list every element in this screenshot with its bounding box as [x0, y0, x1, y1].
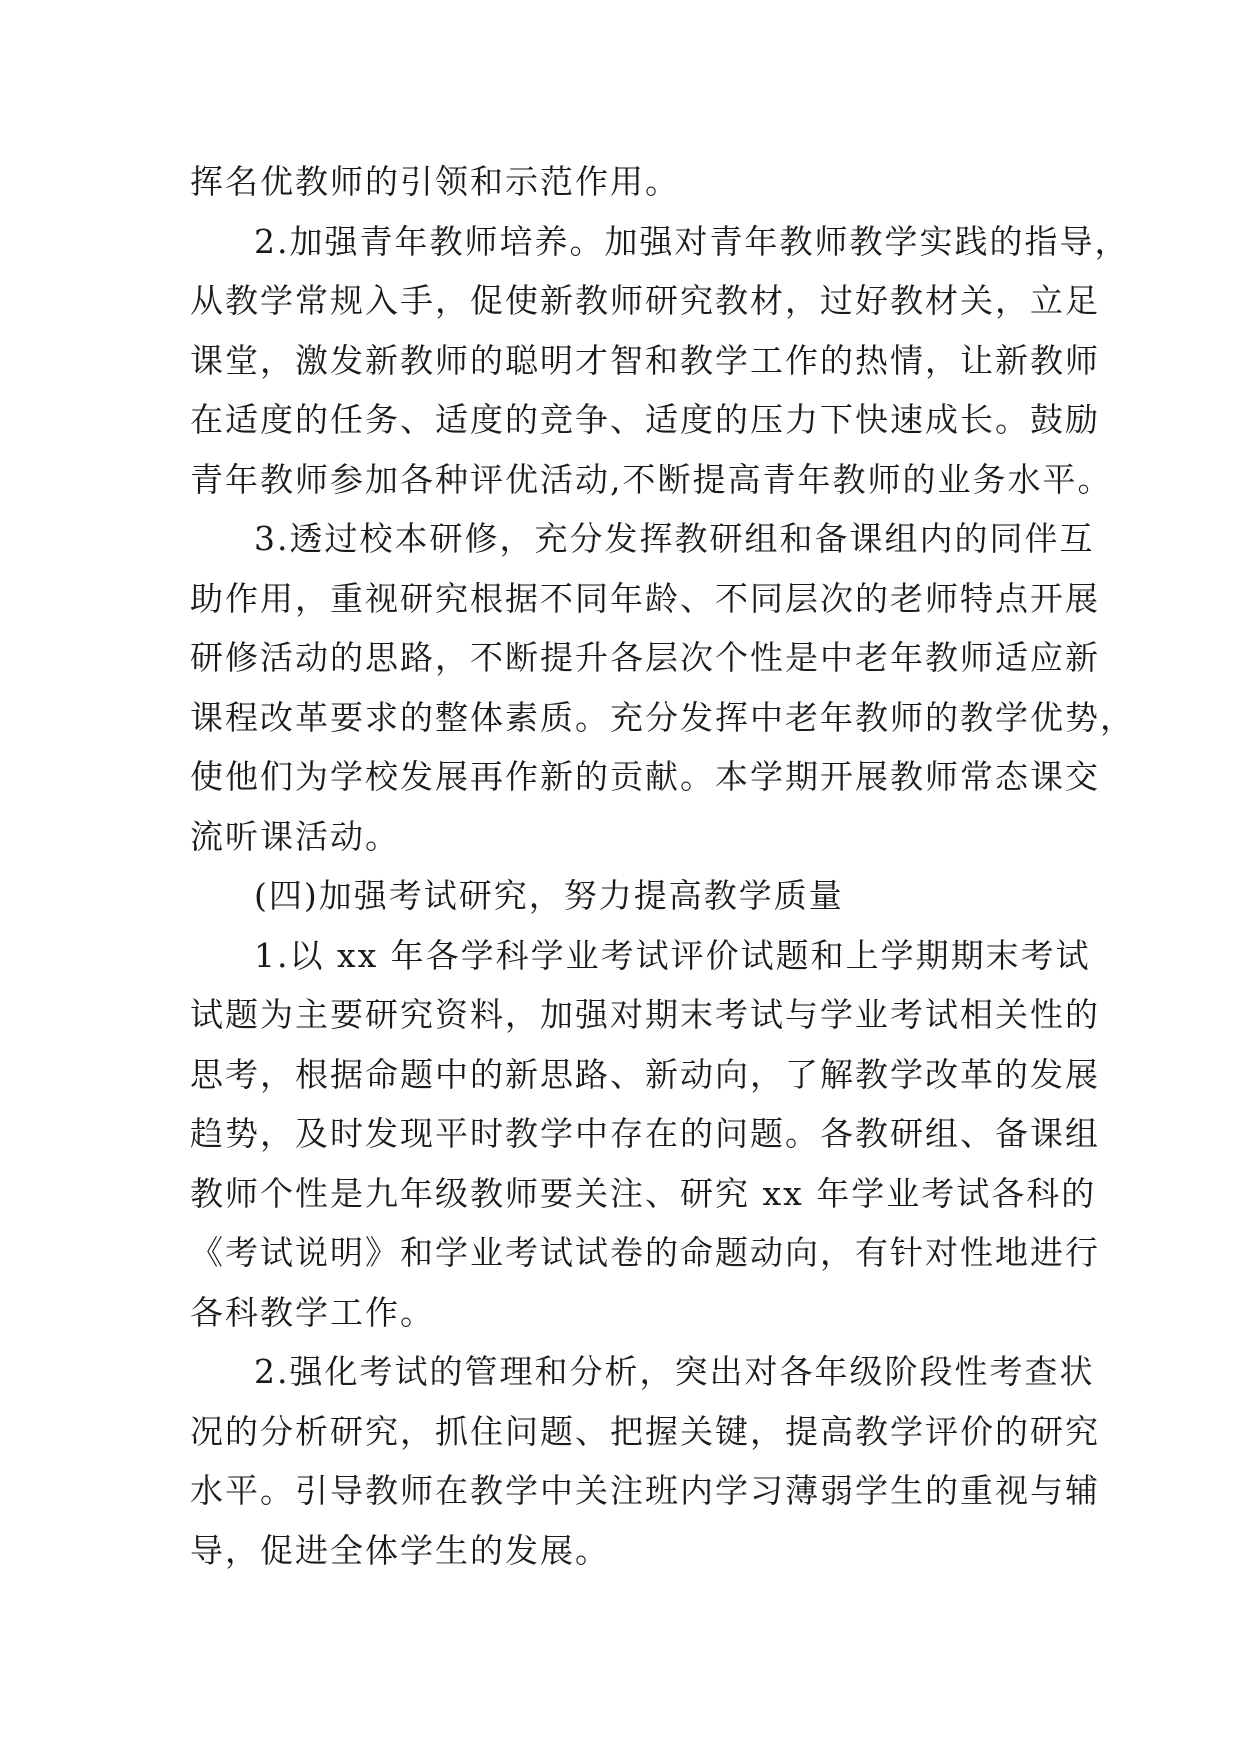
text-line: 挥名优教师的引领和示范作用。	[190, 162, 680, 201]
text-line: 趋势，及时发现平时教学中存在的问题。各教研组、备课组	[190, 1114, 1100, 1153]
text-line: 况的分析研究，抓住问题、把握关键，提高教学评价的研究	[190, 1411, 1100, 1451]
text-line: 教师个性是九年级教师要关注、研究 xx 年学业考试各科的	[190, 1173, 1097, 1213]
body-text	[190, 152, 1135, 1580]
text-line: 《考试说明》和学业考试试卷的命题动向，有针对性地进行	[190, 1233, 1100, 1272]
text-line: 水平。引导教师在教学中关注班内学习薄弱学生的重视与辅	[190, 1471, 1100, 1510]
text-line: 流听课活动。	[190, 816, 400, 856]
text-line: 导，促进全体学生的发展。	[190, 1530, 610, 1570]
text-line: 在适度的任务、适度的竞争、适度的压力下快速成长。鼓励	[190, 400, 1100, 439]
text-line: 青年教师参加各种评优活动,不断提高青年教师的业务水平。	[190, 459, 1113, 499]
text-line: 课堂，激发新教师的聪明才智和教学工作的热情，让新教师	[190, 340, 1100, 380]
text-line: 课程改革要求的整体素质。充分发挥中老年教师的教学优势，	[190, 697, 1135, 737]
text-line: 2.强化考试的管理和分析，突出对各年级阶段性考查状	[254, 1352, 1095, 1391]
text-line: 各科教学工作。	[190, 1292, 435, 1332]
section-heading: (四)加强考试研究，努力提高教学质量	[254, 876, 844, 915]
text-line: 2.加强青年教师培养。加强对青年教师教学实践的指导，	[254, 221, 1130, 261]
text-line: 3.透过校本研修，充分发挥教研组和备课组内的同伴互	[254, 519, 1095, 558]
text-line: 研修活动的思路，不断提升各层次个性是中老年教师适应新	[190, 638, 1100, 677]
text-line: 1.以 xx 年各学科学业考试评价试题和上学期期末考试	[254, 935, 1091, 975]
text-line: 从教学常规入手，促使新教师研究教材，过好教材关，立足	[190, 281, 1100, 320]
text-line: 使他们为学校发展再作新的贡献。本学期开展教师常态课交	[190, 757, 1100, 796]
text-line: 助作用，重视研究根据不同年龄、不同层次的老师特点开展	[190, 578, 1100, 618]
text-line: 思考，根据命题中的新思路、新动向，了解教学改革的发展	[190, 1054, 1100, 1094]
text-line: 试题为主要研究资料，加强对期末考试与学业考试相关性的	[190, 995, 1100, 1034]
